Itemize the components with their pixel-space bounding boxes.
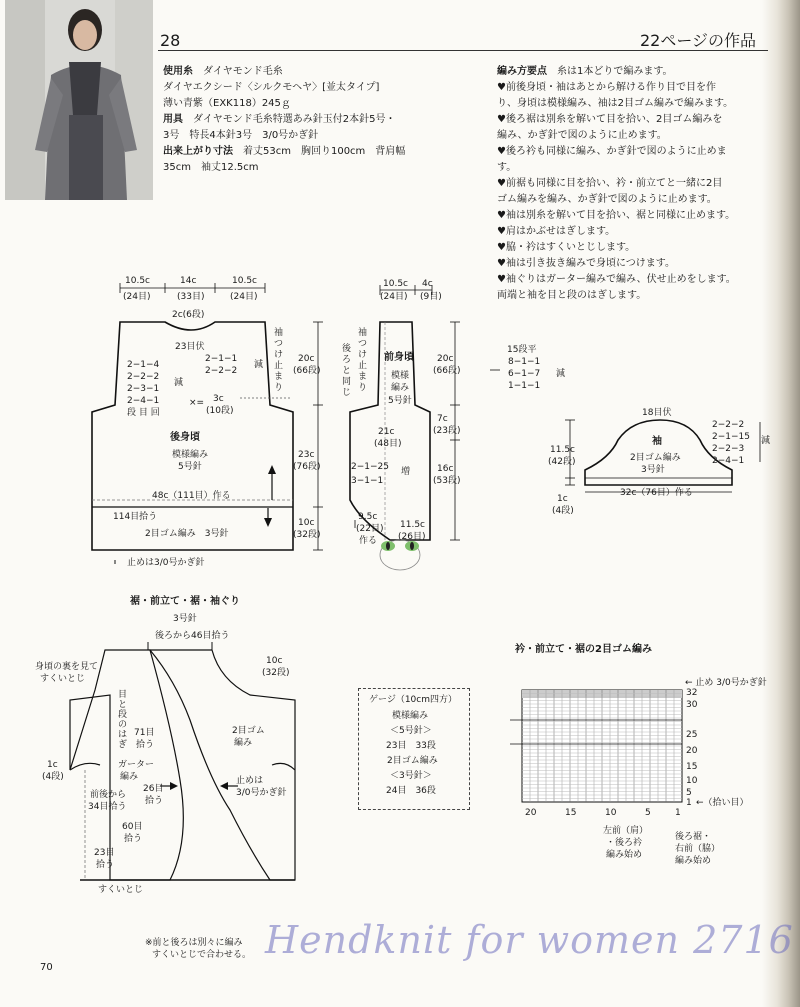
back-body-needle: 5号針 xyxy=(178,462,202,472)
gauge-rib: 2目ゴム編み xyxy=(387,756,438,766)
front-body-pattern-2: 編み xyxy=(391,383,410,393)
instruction-line: 両端と袖を目と段のはぎします。 xyxy=(497,290,647,301)
back-cast-on: 48c（111目）作る xyxy=(152,491,231,501)
back-armhole-dec: 2−4−1 xyxy=(127,396,160,406)
back-dim-rib-rows: (32段) xyxy=(293,530,321,540)
instruction-line: 編み、かぎ針で図のように止めます。 xyxy=(497,130,667,141)
chart-row-label: 15 xyxy=(686,762,698,772)
back-top-stitch: (24目) xyxy=(230,292,258,302)
sleeve-dec: 2−2−3 xyxy=(712,444,745,454)
sleeve-dec-label: 減 xyxy=(761,436,771,446)
instruction-line: ゴム編みを編み、かぎ針で図のように止めます。 xyxy=(497,194,717,205)
chart-col-label: 5 xyxy=(645,808,651,818)
sleeve-pattern: 2目ゴム編み xyxy=(630,453,681,463)
assembly-pick26b: 拾う xyxy=(145,796,164,806)
front-width-mid-st: (48目) xyxy=(374,439,402,449)
chart-row-label: 32 xyxy=(686,688,698,698)
chart-left-note: 編み始め xyxy=(606,850,643,860)
back-top-stitch: (33目) xyxy=(177,292,205,302)
assembly-finish2: 3/0号かぎ針 xyxy=(236,788,287,798)
sleeve-cast-on: 32c（76目）作る xyxy=(620,488,693,498)
chart-row-label: 1 xyxy=(686,798,692,808)
front-dim-top: 20c xyxy=(437,354,454,364)
sleeve-needle: 3号針 xyxy=(641,465,665,475)
front-dec-label: 減 xyxy=(556,369,566,379)
assembly-sukui: すくいとじ xyxy=(98,885,144,895)
assembly-pick60b: 拾う xyxy=(124,834,143,844)
sleeve-title: 袖 xyxy=(652,436,662,447)
chart-right-note: 後ろ裾・ xyxy=(675,832,712,842)
assembly-collar: 10c xyxy=(266,656,283,666)
front-bottom1: 9.5c xyxy=(358,512,378,522)
back-neck-dec-label: 減 xyxy=(254,360,264,370)
size-line2: 35cm 袖丈12.5cm xyxy=(163,162,259,173)
chart-row-label: 10 xyxy=(686,776,698,786)
assembly-pick26: 26目 xyxy=(143,784,164,794)
front-top-stitch: (24目) xyxy=(380,292,408,302)
assembly-pick71b: 拾う xyxy=(136,740,155,750)
chart-row-label: 25 xyxy=(686,730,698,740)
sleeve-top: 18目伏 xyxy=(642,408,672,418)
assembly-edge-rows: (4段) xyxy=(42,772,64,782)
back-neck-dec: 2−1−1 xyxy=(205,354,238,364)
yarn-brand: ダイヤモンド毛糸 xyxy=(203,66,283,77)
yarn-name: ダイヤエクシード〈シルクモヘヤ〉[並太タイプ] xyxy=(163,82,380,93)
back-dim-armhole: 20c xyxy=(298,354,315,364)
instruction-line: す。 xyxy=(497,162,517,173)
sleeve-edge: 1c xyxy=(557,494,568,504)
chart-right-note: 編み始め xyxy=(675,856,712,866)
back-neck-depth: 2c(6段) xyxy=(172,310,205,320)
sleeve-dec: 2−2−2 xyxy=(712,420,745,430)
back-top-dim: 14c xyxy=(180,276,197,286)
front-body-needle: 5号針 xyxy=(388,396,412,406)
chart-pick: ←（拾い目） xyxy=(696,798,749,808)
back-armhole-dec-label: 減 xyxy=(174,378,184,388)
assembly-note1: ※前と後ろは別々に編み xyxy=(145,938,243,948)
front-sleeve-attach: 袖つけ止まり xyxy=(358,328,368,393)
instructions-intro: 糸は1本どりで編みます。 xyxy=(557,66,673,77)
assembly-pick23b: 拾う xyxy=(96,860,115,870)
chart-left-note: 左前（肩） xyxy=(603,826,649,836)
chart-stop: ← 止め 3/0号かぎ針 xyxy=(685,678,767,688)
front-dim-low: 16c xyxy=(437,464,454,474)
gauge-needle-5: ＜5号針＞ xyxy=(390,726,432,736)
front-top-stitch: (9目) xyxy=(420,292,442,302)
cross-reference: 22ページの作品 xyxy=(640,31,757,50)
tools-line1: ダイヤモンド毛糸特選あみ針玉付2本針5号・ xyxy=(193,114,396,125)
instruction-line: ♥後ろ裾は別糸を解いて目を拾い、2目ゴム編みを xyxy=(497,114,723,125)
back-top-stitch: (24目) xyxy=(123,292,151,302)
back-top-dim: 10.5c xyxy=(232,276,257,286)
instruction-line: ♥後ろ衿も同様に編み、かぎ針で図のように止めま xyxy=(497,146,727,157)
front-dec: 6−1−7 xyxy=(508,369,541,379)
rib-chart-grid xyxy=(522,690,682,802)
back-sleeve-attach: 袖つけ止まり xyxy=(274,328,284,393)
chart-row-label: 30 xyxy=(686,700,698,710)
assembly-front-from: 前後から xyxy=(90,790,127,800)
back-armhole-dec: 2−3−1 xyxy=(127,384,160,394)
assembly-front-pick: 34目拾う xyxy=(88,802,127,812)
front-top-dim: 4c xyxy=(422,279,433,289)
size-line1: 着丈53cm 胸回り100cm 背肩幅 xyxy=(243,146,406,157)
front-body-pattern-1: 模様 xyxy=(391,371,410,381)
assembly-edge: 1c xyxy=(47,760,58,770)
front-dec: 1−1−1 xyxy=(508,381,541,391)
instruction-line: ♥袖は引き抜き編みで身頃につけます。 xyxy=(497,258,675,269)
back-body-pattern: 模様編み xyxy=(172,450,209,460)
front-dim-low-rows: (53段) xyxy=(433,476,461,486)
front-dec-title: 15段平 xyxy=(507,345,537,355)
front-top-dim: 10.5c xyxy=(383,279,408,289)
chart-col-label: 10 xyxy=(605,808,617,818)
assembly-back-pick: 後ろから46目拾う xyxy=(155,631,230,641)
watermark-text: Hendknit for women 2716 xyxy=(265,918,794,962)
front-body-title: 前身頃 xyxy=(384,352,414,363)
row-key: 段 目 回 xyxy=(127,408,160,418)
yarn-label: 使用糸 xyxy=(163,66,193,77)
back-neck-bind: 23目伏 xyxy=(175,342,205,352)
back-armhole-rows: (10段) xyxy=(206,406,234,416)
assembly-needle: 3号針 xyxy=(173,614,197,624)
sleeve-height: 11.5c xyxy=(550,445,575,455)
sleeve-dec: 2−4−1 xyxy=(712,456,745,466)
sleeve-edge-rows: (4段) xyxy=(552,506,574,516)
back-rib: 2目ゴム編み 3号針 xyxy=(145,529,229,539)
chart-title: 衿・前立て・裾の2目ゴム編み xyxy=(515,644,652,655)
back-neck-dec: 2−2−2 xyxy=(205,366,238,376)
assembly-garter2: 編み xyxy=(120,772,139,782)
size-label: 出来上がり寸法 xyxy=(163,146,233,157)
back-dim-armhole-rows: (66段) xyxy=(293,366,321,376)
assembly-garter: ガーター xyxy=(118,760,155,770)
gauge-needle-3: ＜3号針＞ xyxy=(390,771,432,781)
front-inc: 2−1−25 xyxy=(351,462,389,472)
assembly-inside: 身頃の裏を見て xyxy=(35,662,99,672)
tools-label: 用具 xyxy=(163,114,183,125)
assembly-finish: 止めは xyxy=(236,776,264,786)
instruction-line: ♥前裾も同様に目を拾い、衿・前立てと一緒に2目 xyxy=(497,178,723,189)
front-inc: 3−1−1 xyxy=(351,476,384,486)
front-dim-mid-rows: (23段) xyxy=(433,426,461,436)
chart-row-label: 20 xyxy=(686,746,698,756)
instruction-line: ♥脇・衿はすくいとじします。 xyxy=(497,242,636,253)
sleeve-height-rows: (42段) xyxy=(548,457,576,467)
assembly-join: 目と段のはぎ xyxy=(118,690,128,750)
assembly-pick23: 23目 xyxy=(94,848,115,858)
back-dim-body: 23c xyxy=(298,450,315,460)
front-bottom1-st: (22目) xyxy=(356,524,384,534)
yarn-color: 薄い青紫（EXK118）245ｇ xyxy=(163,98,291,109)
gauge-title: ゲージ（10cm四方） xyxy=(369,695,457,705)
assembly-rib2: 編み xyxy=(234,738,253,748)
gauge-rib-count: 24目 36段 xyxy=(386,786,436,796)
back-finish: 止めは3/0号かぎ針 xyxy=(127,558,205,568)
gauge-box xyxy=(358,688,470,810)
instruction-line: ♥袖ぐりはガーター編みで編み、伏せ止めをします。 xyxy=(497,274,736,285)
assembly-rib: 2目ゴム xyxy=(232,726,265,736)
gauge-pattern: 模様編み xyxy=(392,711,429,721)
back-dim-rib: 10c xyxy=(298,518,315,528)
sleeve-dec: 2−1−15 xyxy=(712,432,750,442)
back-dim-body-rows: (76段) xyxy=(293,462,321,472)
back-body-title: 後身頃 xyxy=(170,432,200,443)
back-top-dim: 10.5c xyxy=(125,276,150,286)
times-label: ×= xyxy=(189,398,205,408)
front-bottom1-make: 作る xyxy=(359,536,378,546)
front-dim-mid: 7c xyxy=(437,414,448,424)
page-number: 28 xyxy=(160,31,181,50)
back-armhole-dec: 2−1−4 xyxy=(127,360,160,370)
front-same-as-back: 後ろと同じ xyxy=(342,344,352,398)
assembly-inside2: すくいとじ xyxy=(40,674,86,684)
gauge-pattern-count: 23目 33段 xyxy=(386,741,436,751)
front-bottom2-st: (26目) xyxy=(398,532,426,542)
chart-row-label: 5 xyxy=(686,788,692,798)
front-bottom2: 11.5c xyxy=(400,520,425,530)
front-dec: 8−1−1 xyxy=(508,357,541,367)
back-pickup: 114目拾う xyxy=(113,512,158,522)
instructions-title: 編み方要点 xyxy=(497,66,547,77)
instruction-line: ♥肩はかぶせはぎします。 xyxy=(497,226,616,237)
assembly-title: 裾・前立て・裾・袖ぐり xyxy=(130,596,240,607)
tools-line2: 3号 特長4本針3号 3/0号かぎ針 xyxy=(163,130,319,141)
chart-right-note: 右前（脇） xyxy=(675,844,721,854)
back-armhole-dec: 2−2−2 xyxy=(127,372,160,382)
chart-col-label: 15 xyxy=(565,808,577,818)
chart-left-note: ・後ろ衿 xyxy=(606,838,643,848)
front-dim-top-rows: (66段) xyxy=(433,366,461,376)
instruction-line: ♥前後身頃・袖はあとから解ける作り目で目を作 xyxy=(497,82,716,93)
footer-page-number: 70 xyxy=(40,962,53,973)
assembly-note2: すくいとじで合わせる。 xyxy=(152,950,252,960)
back-armhole-depth: 3c xyxy=(213,394,224,404)
front-width-mid: 21c xyxy=(378,427,395,437)
chart-col-label: 1 xyxy=(675,808,681,818)
instruction-line: ♥袖は別糸を解いて目を拾い、裾と同様に止めます。 xyxy=(497,210,736,221)
front-inc-label: 増 xyxy=(401,467,411,477)
instruction-line: り、身頃は模様編み、袖は2目ゴム編みで編みます。 xyxy=(497,98,734,109)
assembly-pick71: 71目 xyxy=(134,728,155,738)
assembly-collar-rows: (32段) xyxy=(262,668,290,678)
assembly-pick60: 60目 xyxy=(122,822,143,832)
chart-col-label: 20 xyxy=(525,808,537,818)
